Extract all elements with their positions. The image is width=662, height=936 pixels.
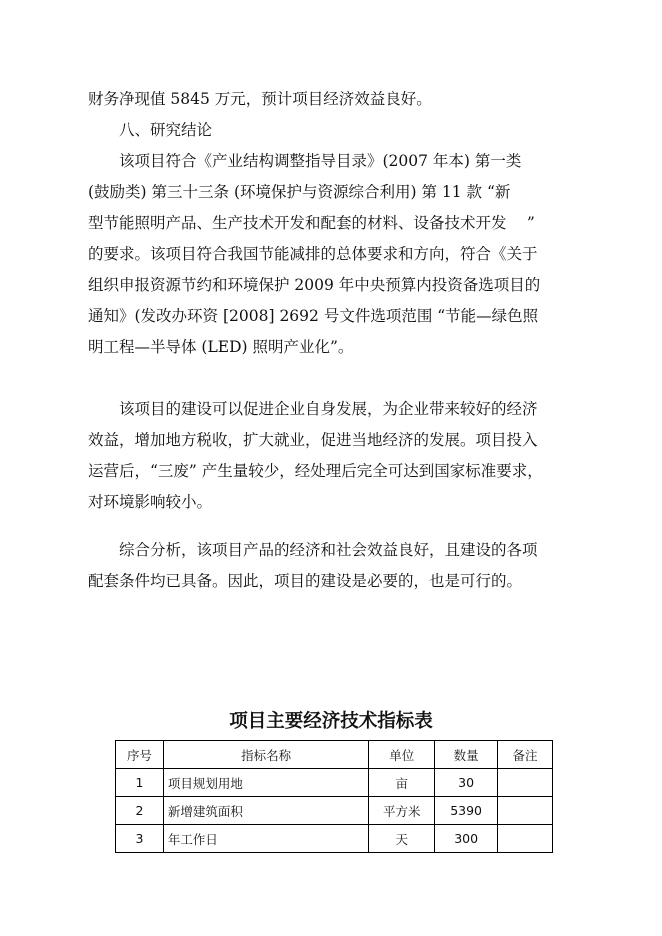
- text-line: 运营后，“三废” 产生量较少，经处理后完全可达到国家标准要求，: [88, 462, 543, 480]
- cell-remark: [498, 825, 553, 853]
- cell-unit: 平方米: [369, 797, 435, 825]
- text-line: 对环境影响较小。: [88, 493, 213, 511]
- text-line: 该项目的建设可以促进企业自身发展，为企业带来较好的经济: [119, 400, 538, 418]
- cell-quantity: 5390: [435, 797, 498, 825]
- table-title: 项目主要经济技术指标表: [229, 711, 433, 732]
- paragraph-benefits: [88, 394, 582, 518]
- text-line: 配套条件均已具备。因此，项目的建设是必要的，也是可行的。: [88, 572, 523, 590]
- paragraph-npv: [88, 84, 582, 115]
- table-header-row: [116, 741, 553, 769]
- text-line: 组织申报资源节约和环境保护 2009 年中央预算内投资备选项目的: [88, 276, 541, 294]
- cell-name: 项目规划用地: [163, 769, 368, 797]
- table-row: [116, 797, 553, 825]
- cell-unit: 亩: [369, 769, 435, 797]
- section-heading: [88, 115, 582, 146]
- heading-text: 八、研究结论: [119, 121, 213, 139]
- cell-name: 年工作日: [163, 825, 368, 853]
- text-line: 该项目符合《产业结构调整指导目录》(2007 年本) 第一类: [119, 152, 522, 170]
- cell-name: 新增建筑面积: [163, 797, 368, 825]
- cell-unit: 天: [369, 825, 435, 853]
- cell-index: 3: [116, 825, 164, 853]
- cell-index: 2: [116, 797, 164, 825]
- cell-quantity: 30: [435, 769, 498, 797]
- cell-remark: [498, 797, 553, 825]
- text-line: 财务净现值 5845 万元，预计项目经济效益良好。: [88, 90, 432, 108]
- text-line: (鼓励类) 第三十三条 (环境保护与资源综合利用) 第 11 款 “新: [88, 183, 511, 201]
- text-line: 明工程—半导体 (LED) 照明产业化”。: [88, 338, 354, 356]
- header-name: 指标名称: [163, 741, 368, 769]
- header-unit: 单位: [369, 741, 435, 769]
- metrics-table: [115, 740, 553, 853]
- header-quantity: 数量: [435, 741, 498, 769]
- text-line: 型节能照明产品、生产技术开发和配套的材料、设备技术开发 ”: [88, 214, 535, 232]
- paragraph-conclusion: [88, 535, 582, 597]
- text-line: 效益，增加地方税收，扩大就业，促进当地经济的发展。项目投入: [88, 431, 538, 449]
- text-line: 通知》(发改办环资 [2008] 2692 号文件选项范围 “节能—绿色照: [88, 307, 539, 325]
- cell-quantity: 300: [435, 825, 498, 853]
- text-line: 的要求。该项目符合我国节能减排的总体要求和方向，符合《关于: [88, 245, 538, 263]
- cell-remark: [498, 769, 553, 797]
- cell-index: 1: [116, 769, 164, 797]
- table-row: [116, 769, 553, 797]
- paragraph-compliance: [88, 146, 582, 363]
- header-remark: 备注: [498, 741, 553, 769]
- table-row: [116, 825, 553, 853]
- header-index: 序号: [116, 741, 164, 769]
- text-line: 综合分析，该项目产品的经济和社会效益良好，且建设的各项: [119, 541, 538, 559]
